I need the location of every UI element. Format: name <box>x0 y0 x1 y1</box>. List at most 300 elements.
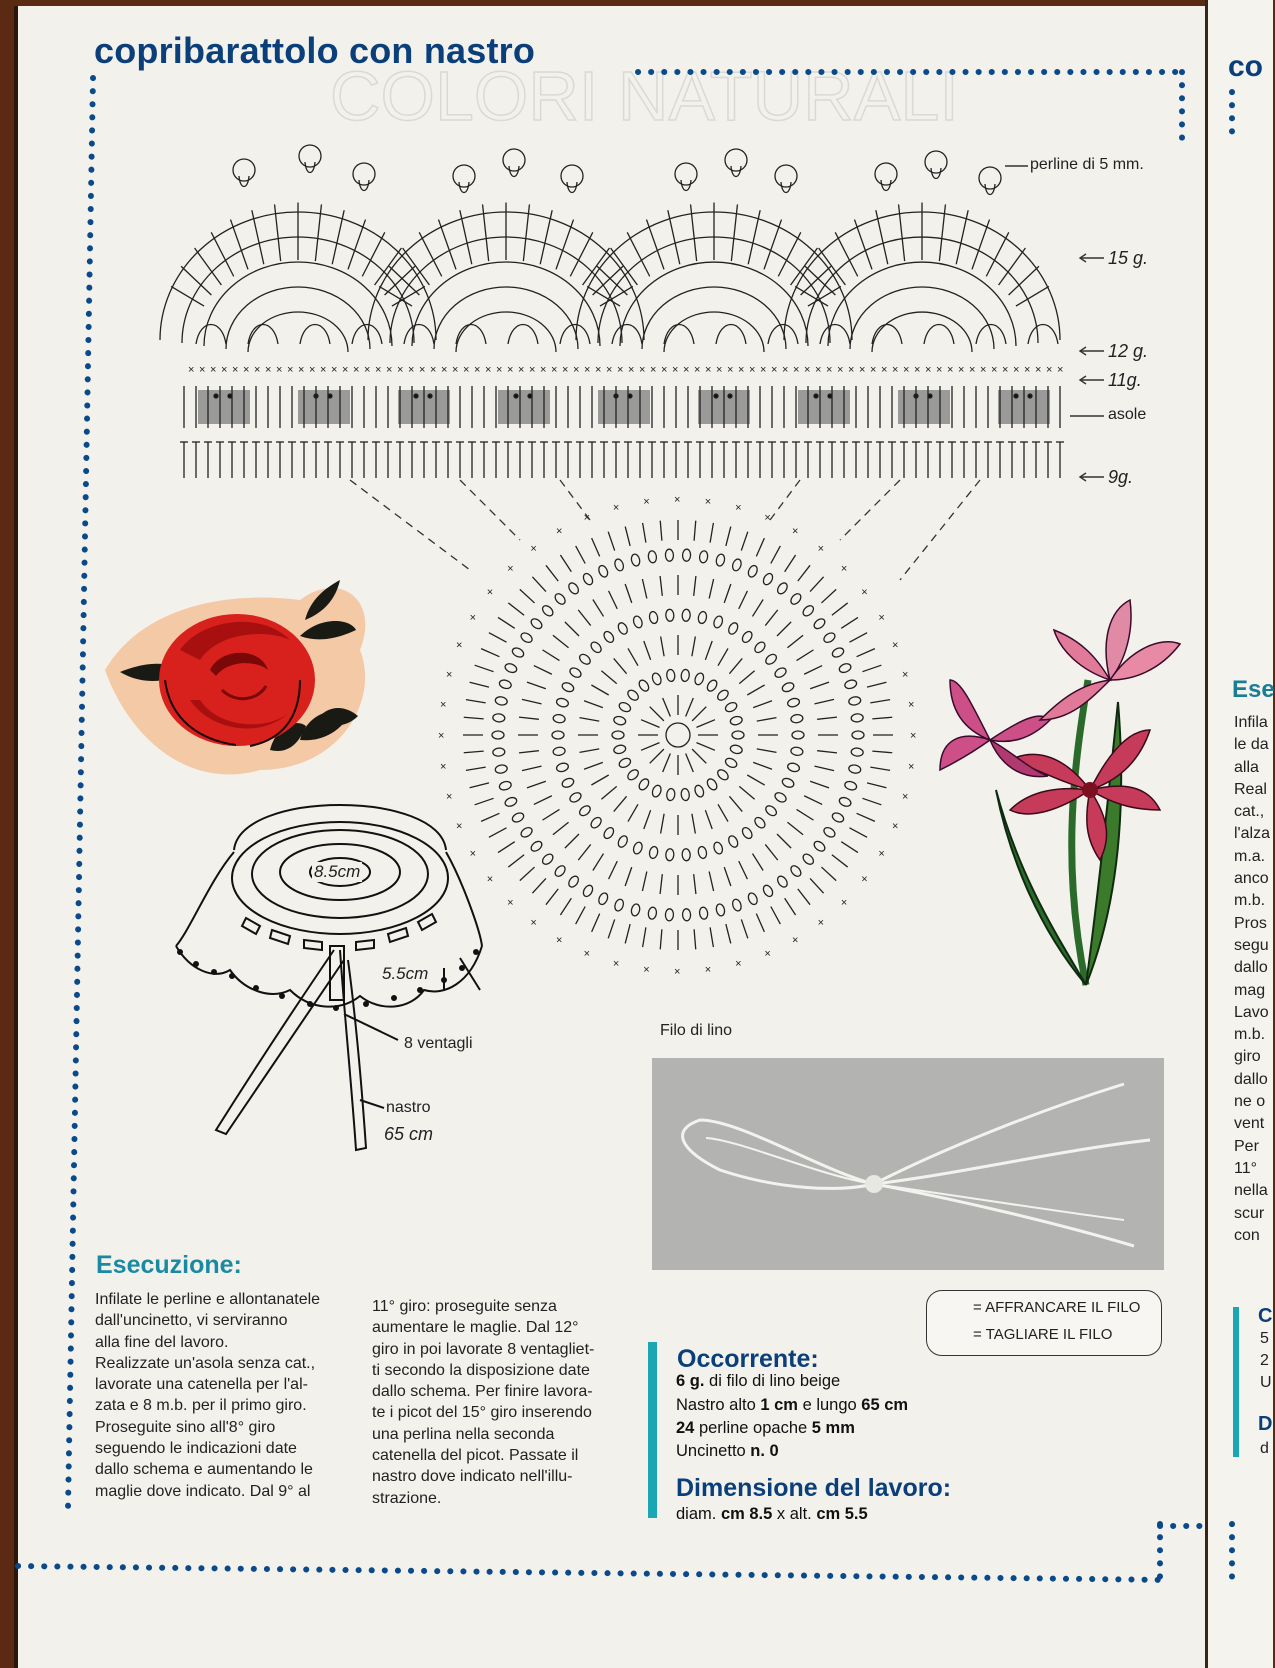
circle-chain <box>747 892 759 906</box>
circle-stitch <box>753 701 772 708</box>
circle-stitch <box>553 822 569 834</box>
circle-stitch <box>642 579 646 598</box>
circle-stitch: × <box>440 760 447 773</box>
circle-stitch <box>508 855 524 867</box>
fan-arc <box>248 312 348 352</box>
next-page-line: m.b. <box>1234 892 1266 910</box>
circle-stitch <box>724 867 731 886</box>
circle-stitch <box>522 699 541 703</box>
connection-line <box>840 480 900 540</box>
circle-stitch: × <box>907 760 915 773</box>
symbol-legend <box>926 1290 1162 1356</box>
circle-chain <box>712 615 724 629</box>
circle-stitch <box>591 775 608 785</box>
circle-chain <box>492 748 505 757</box>
text-line: ti secondo la disposizione date <box>372 1361 590 1379</box>
ribbon-length-label: 65 cm <box>384 1124 434 1144</box>
circle-chain <box>556 762 570 773</box>
text-line: te i picot del 15° giro inserendo <box>372 1404 592 1422</box>
circle-stitch <box>576 906 586 924</box>
circle-stitch: × <box>892 820 899 833</box>
dim-text: x alt. <box>772 1505 817 1523</box>
circle-chain <box>747 564 759 578</box>
band-stitch: × <box>386 364 393 376</box>
circle-stitch <box>756 914 764 932</box>
circle-chain <box>665 848 674 861</box>
text-line: lavorate una catenella per l'al- <box>95 1376 308 1394</box>
text-line: maglie dove indicato. Dal 9° al <box>95 1482 311 1500</box>
circle-chain <box>498 679 512 690</box>
bead <box>353 163 375 185</box>
band-stitch: × <box>837 364 844 376</box>
circle-stitch <box>543 809 560 820</box>
band-stitch: × <box>551 364 558 376</box>
materials-item <box>676 1419 855 1438</box>
next-page-line: dallo <box>1234 1070 1268 1088</box>
circle-chain <box>568 666 582 679</box>
chain-loop <box>924 325 954 345</box>
circle-chain <box>724 757 738 770</box>
circle-stitch <box>642 871 646 890</box>
text-line: giro in poi lavorate 8 ventagliet- <box>372 1340 595 1358</box>
circle-stitch <box>584 701 603 708</box>
circle-stitch <box>584 762 603 769</box>
next-page-line: con <box>1234 1226 1260 1244</box>
circle-stitch <box>601 786 616 799</box>
circle-stitch <box>798 889 810 905</box>
materials-bold: 6 g. <box>676 1372 705 1390</box>
circle-stitch: × <box>612 502 620 515</box>
circle-stitch: × <box>735 957 742 970</box>
band-stitch: × <box>672 364 679 376</box>
circle-stitch <box>628 648 638 665</box>
circle-stitch <box>578 844 590 860</box>
circle-stitch <box>726 924 731 943</box>
circle-chain <box>716 688 730 702</box>
circle-stitch <box>464 717 484 719</box>
circle-chain <box>612 731 624 739</box>
circle-stitch <box>821 867 836 881</box>
text-line: dallo schema e aumentando le <box>95 1461 313 1479</box>
circle-chain <box>630 553 641 567</box>
next-page-frag: D <box>1258 1413 1273 1435</box>
circle-chain <box>597 892 609 906</box>
band-stitch: × <box>397 364 404 376</box>
circle-chain <box>789 864 803 878</box>
circle-chain <box>812 617 826 631</box>
band-stitch: × <box>1057 364 1064 376</box>
circle-chain <box>705 777 718 791</box>
dim-bold: cm 8.5 <box>720 1505 773 1523</box>
circle-chain <box>844 679 858 690</box>
circle-stitch <box>580 749 600 752</box>
text-line: catenella del picot. Passate il <box>372 1447 579 1465</box>
circle-stitch <box>777 834 791 848</box>
circle-stitch <box>576 546 586 564</box>
circle-stitch: × <box>643 496 650 509</box>
circle-stitch <box>534 666 552 675</box>
next-page-line: giro <box>1234 1048 1261 1066</box>
circle-stitch: × <box>840 563 848 576</box>
circle-stitch: × <box>469 612 477 624</box>
circle-stitch: × <box>817 542 825 555</box>
band-stitch <box>428 394 432 398</box>
circle-stitch <box>849 633 867 643</box>
fan-stitch <box>171 286 204 306</box>
circle-stitch <box>797 809 814 820</box>
circle-chain <box>787 697 801 708</box>
buttonhole-block <box>498 390 550 424</box>
circle-stitch <box>661 637 664 657</box>
ghost-header-text: COLORI NATURALI <box>330 57 959 135</box>
fan-arc <box>850 287 994 349</box>
materials-text: Uncinetto <box>676 1442 751 1460</box>
circle-chain <box>753 640 767 654</box>
crochet-circle-diagram <box>350 480 980 978</box>
fan-arc <box>226 287 370 349</box>
circle-chain <box>822 631 836 644</box>
circle-chain <box>831 646 845 659</box>
band-stitch: × <box>298 364 305 376</box>
circle-stitch <box>534 796 552 805</box>
circle-chain <box>693 784 705 798</box>
band-stitch: × <box>199 364 206 376</box>
fan-stitch <box>805 266 835 295</box>
circle-chain <box>561 681 575 693</box>
fan-stitch <box>876 210 888 264</box>
circle-stitch: × <box>530 542 537 555</box>
band-stitch: × <box>221 364 228 376</box>
bead <box>875 163 897 185</box>
circle-chain <box>578 804 592 818</box>
circle-chain <box>602 826 615 840</box>
next-page-line: 11° <box>1234 1159 1258 1177</box>
band-stitch: × <box>859 364 866 376</box>
circle-stitch <box>798 565 810 581</box>
circle-stitch <box>625 924 630 943</box>
next-page-line: dallo <box>1234 959 1268 977</box>
fan-stitch <box>764 220 782 270</box>
fan-stitch <box>593 266 623 295</box>
diameter-label: 8.5cm <box>314 862 361 881</box>
circle-chain <box>589 816 603 830</box>
circle-stitch <box>841 842 858 853</box>
band-stitch: × <box>914 364 921 376</box>
band-stitch: × <box>661 364 668 376</box>
band-stitch: × <box>1013 364 1020 376</box>
fan-stitch <box>439 220 457 270</box>
band-stitch: × <box>452 364 459 376</box>
text-line: seguendo le indicazioni date <box>95 1440 297 1458</box>
circle-stitch <box>481 649 499 657</box>
fan-stitch <box>972 220 990 270</box>
circle-chain <box>613 898 624 912</box>
band-stitch: × <box>760 364 767 376</box>
connection-line <box>560 480 590 520</box>
fan-stitch <box>389 266 419 295</box>
circle-stitch <box>498 617 515 628</box>
circle-stitch <box>470 783 489 788</box>
next-page-frag: 5 <box>1260 1330 1269 1347</box>
fan-stitch <box>795 286 828 306</box>
fan-stitch <box>597 266 627 295</box>
circle-stitch <box>663 753 671 771</box>
next-page-frag: d <box>1260 1440 1269 1457</box>
circle-stitch <box>705 810 712 829</box>
fan-stitch <box>808 286 841 306</box>
circle-chain <box>762 572 775 586</box>
circle-chain <box>597 564 609 578</box>
frame-dots-bottom <box>18 1566 1170 1580</box>
chain-loop <box>196 325 226 345</box>
chain-loop <box>352 325 382 345</box>
band-stitch: × <box>243 364 250 376</box>
circle-stitch <box>870 767 890 770</box>
circle-stitch <box>508 603 524 615</box>
text-line: aumentare le maglie. Dal 12° <box>372 1319 579 1337</box>
circle-stitch: × <box>901 668 909 681</box>
band-stitch: × <box>705 364 712 376</box>
circle-stitch: × <box>901 791 909 804</box>
circle-stitch <box>696 743 714 751</box>
circle-stitch <box>641 743 659 751</box>
circle-stitch <box>756 538 764 556</box>
occorrente-teal-bar <box>648 1342 657 1518</box>
circle-chain <box>740 826 753 840</box>
circle-stitch <box>810 781 829 788</box>
circle-stitch <box>757 718 777 721</box>
circle-chain <box>790 747 803 757</box>
buttonhole-block <box>198 390 250 424</box>
circle-chain <box>553 714 566 724</box>
materials-text: Nastro alto <box>676 1396 761 1414</box>
circle-chain <box>519 826 533 839</box>
next-page-line: nella <box>1234 1182 1268 1200</box>
circle-stitch <box>771 546 781 564</box>
circle-stitch: × <box>583 511 591 524</box>
fan-arc <box>434 287 578 349</box>
circle-stitch <box>739 671 754 684</box>
band-stitch: × <box>617 364 624 376</box>
circle-chain <box>831 811 845 824</box>
circle-chain <box>648 611 658 624</box>
band-stitch: × <box>584 364 591 376</box>
circle-chain <box>618 701 632 714</box>
circle-stitch: × <box>674 966 681 978</box>
chain-loop <box>560 325 590 345</box>
circle-stitch <box>591 685 608 695</box>
circle-stitch <box>686 753 694 771</box>
circle-chain <box>582 884 595 898</box>
circle-chain <box>716 768 730 782</box>
circle-chain <box>637 678 650 692</box>
circle-stitch <box>739 591 748 609</box>
band-stitch: × <box>749 364 756 376</box>
text-line: nastro dove indicato nell'illu- <box>372 1468 573 1486</box>
circle-stitch <box>814 766 833 770</box>
circle-stitch <box>797 650 814 661</box>
legend-cut: = TAGLIARE IL FILO <box>973 1326 1113 1343</box>
fan-stitch <box>556 220 574 270</box>
circle-stitch: × <box>440 699 447 712</box>
circle-stitch <box>644 641 651 660</box>
circle-stitch <box>867 682 886 687</box>
bead <box>675 163 697 185</box>
circle-stitch <box>489 633 507 643</box>
circle-stitch <box>470 682 489 687</box>
circle-stitch <box>660 929 662 949</box>
circle-chain <box>699 907 709 920</box>
next-page-line: l'alza <box>1234 825 1270 843</box>
band-stitch: × <box>1046 364 1053 376</box>
band-stitch: × <box>639 364 646 376</box>
circle-stitch <box>804 796 822 805</box>
next-page-line: cat., <box>1234 803 1265 821</box>
row-9-label: 9g. <box>1108 467 1134 487</box>
circle-chain <box>495 764 508 774</box>
next-page-line: m.a. <box>1234 847 1266 865</box>
circle-stitch <box>785 898 796 915</box>
band-stitch: × <box>892 364 899 376</box>
circle-chain <box>699 550 709 563</box>
circle-stitch <box>489 828 507 838</box>
circle-chain <box>541 852 555 866</box>
band-stitch: × <box>529 364 536 376</box>
circle-chain <box>727 621 740 635</box>
circle-chain <box>541 604 555 618</box>
connection-line <box>460 480 520 540</box>
circle-chain <box>682 609 691 622</box>
band-stitch: × <box>793 364 800 376</box>
circle-stitch <box>694 576 696 596</box>
fan-stitch <box>379 286 412 306</box>
circle-stitch: × <box>455 820 463 833</box>
circle-chain <box>681 669 690 682</box>
circle-stitch <box>519 751 539 753</box>
band-stitch: × <box>287 364 294 376</box>
circle-chain <box>773 666 787 679</box>
band-stitch: × <box>507 364 514 376</box>
circle-stitch <box>753 762 772 769</box>
circle-stitch <box>867 783 886 788</box>
circle-stitch <box>625 527 630 546</box>
band-stitch: × <box>881 364 888 376</box>
circle-stitch <box>464 751 484 753</box>
circle-chain <box>724 701 738 714</box>
circle-chain <box>556 697 570 708</box>
circle-stitch <box>614 796 627 811</box>
fan-stitch <box>348 220 366 270</box>
circle-stitch <box>814 699 833 703</box>
circle-stitch <box>565 622 579 636</box>
circle-stitch <box>592 914 600 932</box>
fan-stitch <box>668 210 680 264</box>
circle-stitch <box>520 867 535 881</box>
circle-chain <box>844 780 858 791</box>
circle-stitch <box>862 798 881 804</box>
materials-text: perline opache <box>694 1419 812 1437</box>
circle-chain <box>682 909 691 921</box>
circle-stitch <box>724 584 731 603</box>
circle-stitch <box>810 682 829 689</box>
circle-stitch <box>692 707 706 721</box>
band-stitch: × <box>1024 364 1031 376</box>
band-stitch: × <box>419 364 426 376</box>
fan-arc <box>456 312 556 352</box>
circle-stitch <box>466 700 486 703</box>
next-page-line: ne o <box>1234 1093 1266 1111</box>
circle-chain <box>781 681 795 693</box>
band-stitch: × <box>815 364 822 376</box>
circle-stitch <box>832 603 848 615</box>
next-page-line: m.b. <box>1234 1026 1266 1044</box>
circle-stitch <box>726 527 731 546</box>
circle-stitch <box>686 698 694 716</box>
circle-stitch: × <box>907 699 915 712</box>
circle-chain <box>648 846 658 859</box>
circle-stitch <box>660 576 662 596</box>
next-page-line: mag <box>1234 981 1266 999</box>
next-page-line: Lavo <box>1234 1003 1269 1021</box>
materials-text: e lungo <box>797 1396 862 1414</box>
bead <box>979 167 1001 189</box>
materials-bold: 24 <box>676 1419 695 1437</box>
circle-stitch <box>718 804 728 821</box>
circle-chain <box>753 816 767 830</box>
connection-line <box>350 480 470 570</box>
esecuzione-column-2 <box>372 1296 628 1509</box>
circle-stitch <box>787 822 803 834</box>
circle-stitch: × <box>455 639 463 652</box>
circle-stitch <box>475 798 494 804</box>
circle-stitch <box>752 854 763 871</box>
fan-stitch <box>385 266 415 295</box>
magic-ring <box>666 723 690 747</box>
circle-stitch <box>608 532 614 551</box>
lily-illustration <box>940 600 1180 985</box>
circle-chain <box>838 662 852 674</box>
bead <box>775 165 797 187</box>
circle-stitch: × <box>704 963 712 976</box>
band-stitch: × <box>485 364 492 376</box>
circle-stitch <box>857 649 875 657</box>
circle-chain <box>781 777 795 789</box>
circle-stitch <box>527 682 546 689</box>
circle-chain <box>740 630 753 644</box>
circle-chain <box>492 713 505 722</box>
circle-chain <box>727 834 740 848</box>
fan-stitch <box>647 220 665 270</box>
dim-bold: cm 5.5 <box>816 1505 868 1523</box>
band-stitch: × <box>650 364 657 376</box>
circle-chain <box>715 903 726 917</box>
band-stitch: × <box>441 364 448 376</box>
connection-line <box>770 480 800 520</box>
circle-chain <box>851 713 864 722</box>
circle-stitch <box>787 635 803 647</box>
band-stitch: × <box>254 364 261 376</box>
buttonholes-label: asole <box>1108 406 1147 423</box>
band-stitch: × <box>826 364 833 376</box>
chain-loop <box>508 325 538 345</box>
materials-text: di filo di lino beige <box>704 1372 841 1390</box>
band-stitch <box>1028 394 1032 398</box>
circle-chain <box>498 780 512 791</box>
circle-stitch <box>821 589 836 603</box>
chain-loop <box>404 325 434 345</box>
fan-arc <box>664 312 764 352</box>
dimensione-value <box>676 1505 868 1524</box>
